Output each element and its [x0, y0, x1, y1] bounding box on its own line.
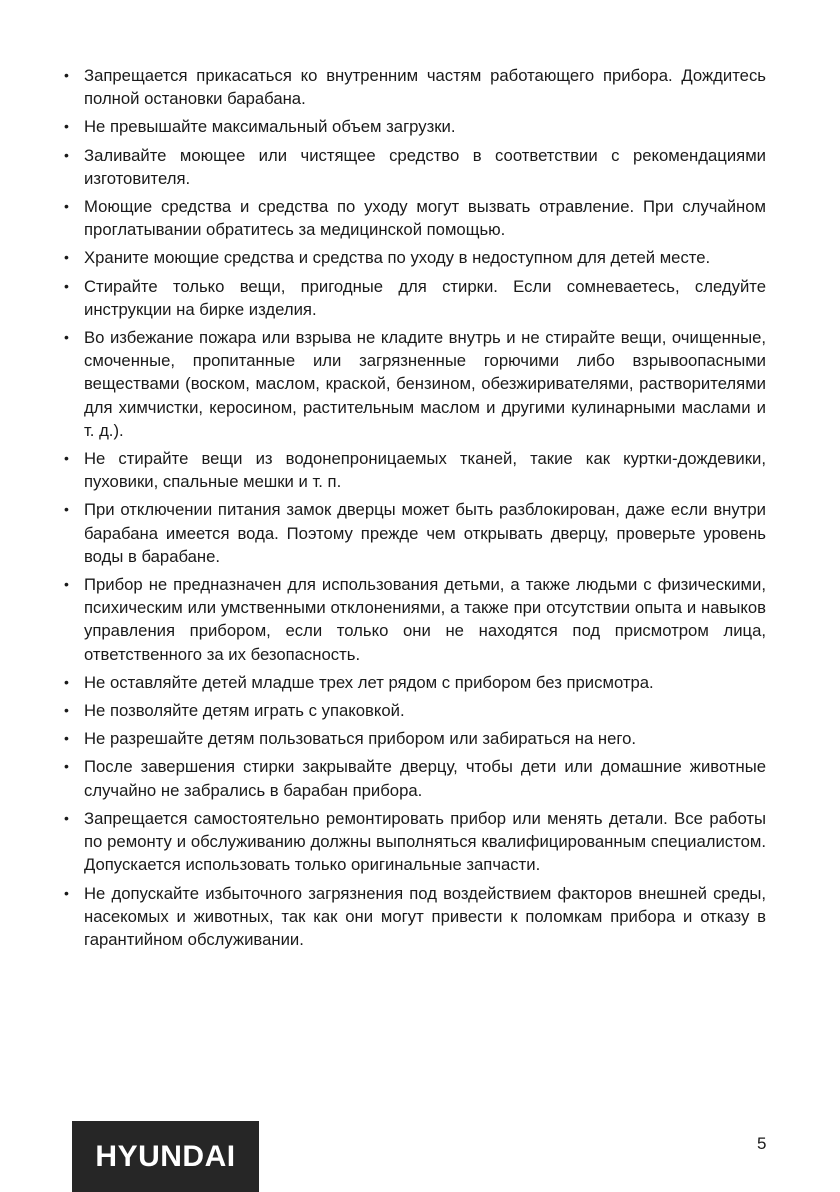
bullet-marker: •	[64, 702, 69, 719]
list-item	[62, 64, 766, 110]
brand-logo-text: HYUNDAI	[95, 1139, 236, 1173]
list-item-text: Не оставляйте детей младше трех лет рядом с прибором без присмотра.	[84, 672, 654, 692]
list-item-text: Стирайте только вещи, пригодные для стирки. Если сомневаетесь, следуйте инструкции на бирке изделия.	[84, 276, 766, 319]
page-footer	[0, 1120, 840, 1192]
bullet-marker: •	[64, 501, 69, 518]
list-item	[62, 699, 766, 722]
bullet-marker: •	[64, 118, 69, 135]
list-item	[62, 573, 766, 666]
bullet-marker: •	[64, 198, 69, 215]
list-item-text: Не допускайте избыточного загрязнения под воздействием факторов внешней среды, насекомых и животных, так как они могут привести к поломкам прибора и отказу в гарантийном обслуживании.	[84, 883, 766, 949]
bullet-marker: •	[64, 884, 69, 901]
list-item	[62, 195, 766, 241]
page-number: 5	[757, 1134, 767, 1153]
list-item-text: Заливайте моющее или чистящее средство в соответствии с рекомендациями изготовителя.	[84, 145, 766, 188]
list-item	[62, 755, 766, 801]
bullet-marker: •	[64, 730, 69, 747]
list-item-text: Не разрешайте детям пользоваться прибором или забираться на него.	[84, 729, 637, 749]
list-item	[62, 275, 766, 321]
list-item-text: После завершения стирки закрывайте дверцу, чтобы дети или домашние животные случайно не забрались в барабан прибора.	[84, 757, 766, 800]
bullet-marker: •	[64, 277, 69, 294]
list-item	[62, 727, 766, 750]
bullet-marker: •	[64, 146, 69, 163]
bullet-marker: •	[64, 758, 69, 775]
bullet-marker: •	[64, 249, 69, 266]
list-item	[62, 498, 766, 568]
list-item-text: Моющие средства и средства по уходу могут вызвать отравление. При случайном проглатывании обратитесь за медицинской помощью.	[84, 197, 766, 240]
bullet-marker: •	[64, 673, 69, 690]
list-item-text: Не стирайте вещи из водонепроницаемых тканей, такие как куртки-дождевики, пуховики, спальные мешки и т. п.	[84, 449, 766, 492]
bullet-marker: •	[64, 450, 69, 467]
list-item-text: Запрещается самостоятельно ремонтировать прибор или менять детали. Все работы по ремонту и обслуживанию должны выполняться квалифицированным специалистом. Допускается использовать только оригинальные запчасти.	[84, 808, 766, 875]
list-item-text: Не превышайте максимальный объем загрузки.	[84, 117, 456, 137]
list-item	[62, 671, 766, 694]
list-item	[62, 115, 766, 138]
list-item-text: Прибор не предназначен для использования детьми, а также людьми с физическими, психическим или умственными отклонениями, а также при отсутствии опыта и навыков управления прибором, если только они не находятся под присмотром лица, ответственного за их безопасность.	[84, 575, 766, 664]
list-item-text: При отключении питания замок дверцы может быть разблокирован, даже если внутри барабана имеется вода. Поэтому прежде чем открывать дверцу, проверьте уровень воды в барабане.	[84, 500, 766, 566]
list-item	[62, 882, 766, 952]
list-item	[62, 447, 766, 493]
list-item	[62, 326, 766, 442]
list-item-text: Храните моющие средства и средства по уходу в недоступном для детей месте.	[84, 248, 711, 268]
list-item-text: Во избежание пожара или взрыва не кладите внутрь и не стирайте вещи, очищенные, смоченные, пропитанные или загрязненные горючими либо взрывоопасными веществами (воском, маслом, краской, бензином, обезжиривателями, растворителями для химчистки, керосином, растительным маслом и другими кулинарными маслами и т. д.).	[84, 328, 766, 440]
list-item-text: Запрещается прикасаться ко внутренним частям работающего прибора. Дождитесь полной остановки барабана.	[84, 66, 766, 109]
list-item	[62, 807, 766, 877]
list-item-text: Не позволяйте детям играть с упаковкой.	[84, 701, 405, 721]
list-item	[62, 246, 766, 269]
main-content	[62, 64, 766, 956]
bullet-marker: •	[64, 576, 69, 593]
brand-logo	[72, 1121, 259, 1192]
bullet-marker: •	[64, 329, 69, 346]
bullet-marker: •	[64, 809, 69, 826]
safety-instructions-list	[62, 64, 766, 951]
bullet-marker: •	[64, 67, 69, 83]
list-item	[62, 144, 766, 190]
